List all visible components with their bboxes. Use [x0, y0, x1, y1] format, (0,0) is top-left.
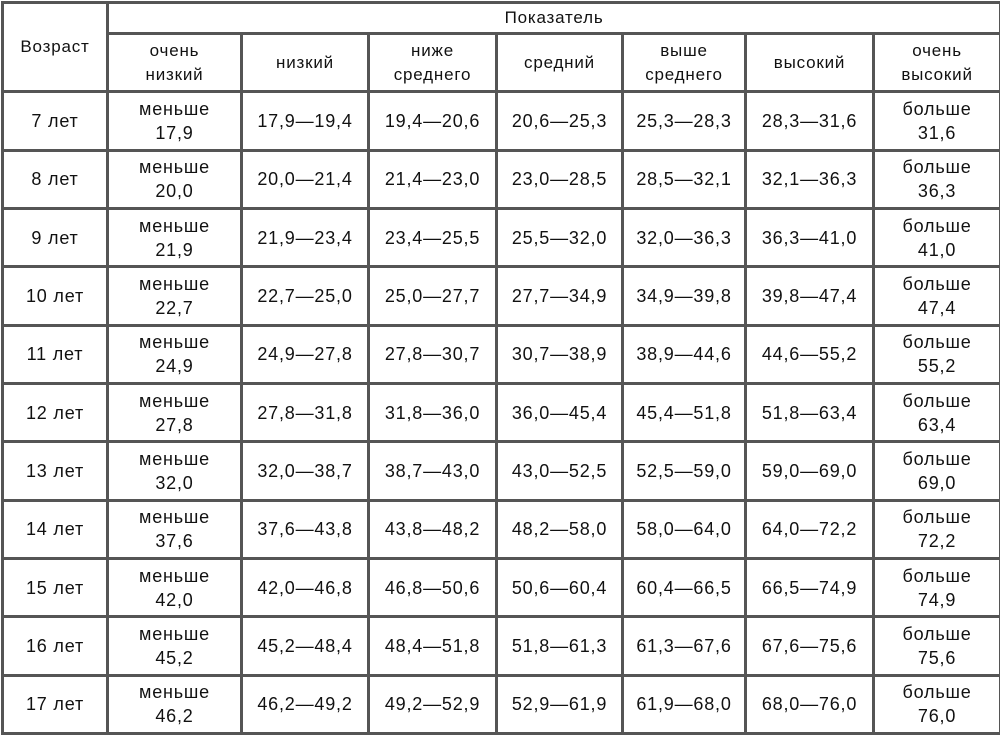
high-cell: 36,3—41,0	[747, 210, 875, 268]
average-cell: 30,7—38,9	[498, 327, 624, 385]
high-cell: 59,0—69,0	[747, 443, 875, 501]
age-cell: 7 лет	[4, 93, 109, 151]
low-cell: 37,6—43,8	[243, 502, 370, 560]
above-average-cell: 61,3—67,6	[624, 618, 747, 676]
above-average-cell: 32,0—36,3	[624, 210, 747, 268]
high-cell: 68,0—76,0	[747, 677, 875, 735]
very-low-cell: меньше 24,9	[109, 327, 243, 385]
table-row	[4, 327, 1000, 385]
average-cell: 51,8—61,3	[498, 618, 624, 676]
high-cell: 32,1—36,3	[747, 152, 875, 210]
below-average-cell: 38,7—43,0	[370, 443, 498, 501]
table-row	[4, 93, 1000, 151]
age-cell: 13 лет	[4, 443, 109, 501]
very-low-cell: меньше 20,0	[109, 152, 243, 210]
very-low-cell: меньше 37,6	[109, 502, 243, 560]
table-row	[4, 152, 1000, 210]
age-header: Возраст	[4, 4, 109, 93]
age-cell: 11 лет	[4, 327, 109, 385]
low-cell: 27,8—31,8	[243, 385, 370, 443]
high-cell: 66,5—74,9	[747, 560, 875, 618]
above-average-cell: 25,3—28,3	[624, 93, 747, 151]
very-low-cell: меньше 17,9	[109, 93, 243, 151]
age-cell: 8 лет	[4, 152, 109, 210]
above-average-cell: 38,9—44,6	[624, 327, 747, 385]
table-row	[4, 677, 1000, 735]
very-low-cell: меньше 45,2	[109, 618, 243, 676]
high-cell: 28,3—31,6	[747, 93, 875, 151]
level-header-low: низкий	[243, 35, 370, 93]
table-row	[4, 210, 1000, 268]
below-average-cell: 23,4—25,5	[370, 210, 498, 268]
high-cell: 67,6—75,6	[747, 618, 875, 676]
below-average-cell: 21,4—23,0	[370, 152, 498, 210]
age-cell: 17 лет	[4, 677, 109, 735]
low-cell: 17,9—19,4	[243, 93, 370, 151]
table-row	[4, 385, 1000, 443]
age-cell: 10 лет	[4, 268, 109, 326]
high-cell: 44,6—55,2	[747, 327, 875, 385]
very-high-cell: больше 74,9	[875, 560, 1000, 618]
age-cell: 9 лет	[4, 210, 109, 268]
low-cell: 21,9—23,4	[243, 210, 370, 268]
above-average-cell: 45,4—51,8	[624, 385, 747, 443]
average-cell: 50,6—60,4	[498, 560, 624, 618]
very-low-cell: меньше 22,7	[109, 268, 243, 326]
above-average-cell: 52,5—59,0	[624, 443, 747, 501]
low-cell: 20,0—21,4	[243, 152, 370, 210]
low-cell: 45,2—48,4	[243, 618, 370, 676]
header-row-top	[4, 4, 1000, 35]
very-high-cell: больше 41,0	[875, 210, 1000, 268]
table-row	[4, 268, 1000, 326]
level-header-average: средний	[498, 35, 624, 93]
header-row-levels	[4, 35, 1000, 93]
low-cell: 22,7—25,0	[243, 268, 370, 326]
age-cell: 14 лет	[4, 502, 109, 560]
very-high-cell: больше 47,4	[875, 268, 1000, 326]
average-cell: 36,0—45,4	[498, 385, 624, 443]
very-low-cell: меньше 46,2	[109, 677, 243, 735]
above-average-cell: 28,5—32,1	[624, 152, 747, 210]
very-high-cell: больше 55,2	[875, 327, 1000, 385]
very-high-cell: больше 63,4	[875, 385, 1000, 443]
table-row	[4, 443, 1000, 501]
average-cell: 20,6—25,3	[498, 93, 624, 151]
table-row	[4, 618, 1000, 676]
very-high-cell: больше 75,6	[875, 618, 1000, 676]
level-header-above-average: выше среднего	[624, 35, 747, 93]
below-average-cell: 19,4—20,6	[370, 93, 498, 151]
high-cell: 64,0—72,2	[747, 502, 875, 560]
below-average-cell: 31,8—36,0	[370, 385, 498, 443]
average-cell: 25,5—32,0	[498, 210, 624, 268]
average-cell: 48,2—58,0	[498, 502, 624, 560]
above-average-cell: 60,4—66,5	[624, 560, 747, 618]
very-high-cell: больше 36,3	[875, 152, 1000, 210]
high-cell: 51,8—63,4	[747, 385, 875, 443]
average-cell: 43,0—52,5	[498, 443, 624, 501]
low-cell: 32,0—38,7	[243, 443, 370, 501]
very-low-cell: меньше 42,0	[109, 560, 243, 618]
very-high-cell: больше 31,6	[875, 93, 1000, 151]
very-low-cell: меньше 21,9	[109, 210, 243, 268]
age-cell: 16 лет	[4, 618, 109, 676]
very-low-cell: меньше 27,8	[109, 385, 243, 443]
below-average-cell: 25,0—27,7	[370, 268, 498, 326]
average-cell: 27,7—34,9	[498, 268, 624, 326]
above-average-cell: 34,9—39,8	[624, 268, 747, 326]
below-average-cell: 49,2—52,9	[370, 677, 498, 735]
below-average-cell: 43,8—48,2	[370, 502, 498, 560]
below-average-cell: 48,4—51,8	[370, 618, 498, 676]
age-cell: 15 лет	[4, 560, 109, 618]
level-header-below-average: ниже среднего	[370, 35, 498, 93]
above-average-cell: 61,9—68,0	[624, 677, 747, 735]
below-average-cell: 46,8—50,6	[370, 560, 498, 618]
table-row	[4, 502, 1000, 560]
norms-table	[1, 1, 1000, 735]
above-average-cell: 58,0—64,0	[624, 502, 747, 560]
age-cell: 12 лет	[4, 385, 109, 443]
very-high-cell: больше 69,0	[875, 443, 1000, 501]
very-high-cell: больше 72,2	[875, 502, 1000, 560]
very-low-cell: меньше 32,0	[109, 443, 243, 501]
average-cell: 52,9—61,9	[498, 677, 624, 735]
indicator-header: Показатель	[109, 4, 1000, 35]
very-high-cell: больше 76,0	[875, 677, 1000, 735]
table-row	[4, 560, 1000, 618]
low-cell: 46,2—49,2	[243, 677, 370, 735]
below-average-cell: 27,8—30,7	[370, 327, 498, 385]
level-header-very-low: очень низкий	[109, 35, 243, 93]
level-header-high: высокий	[747, 35, 875, 93]
low-cell: 42,0—46,8	[243, 560, 370, 618]
level-header-very-high: очень высокий	[875, 35, 1000, 93]
average-cell: 23,0—28,5	[498, 152, 624, 210]
low-cell: 24,9—27,8	[243, 327, 370, 385]
high-cell: 39,8—47,4	[747, 268, 875, 326]
